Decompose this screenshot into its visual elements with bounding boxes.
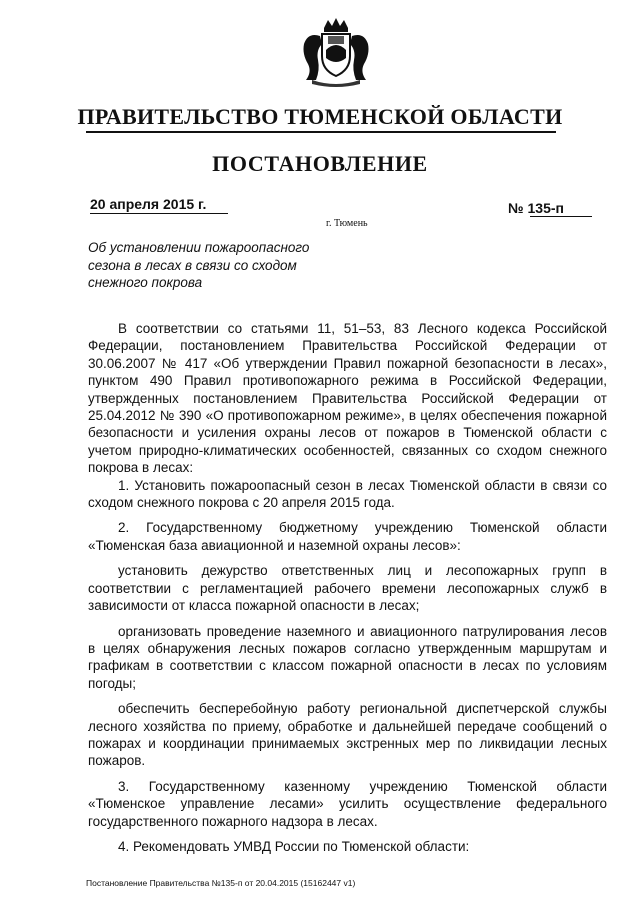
clause-4: 4. Рекомендовать УМВД России по Тюменской области: (118, 838, 470, 854)
document-number: № 135-п (508, 200, 564, 216)
header-divider (86, 131, 556, 133)
number-underline (530, 216, 592, 217)
clause-2-item-1: установить дежурство ответственных лиц и лесопожарных групп в соответствии с регламентацией рабочего времени лесопожарных служб в зависимости от класса пожарной опасности в лесах; (88, 563, 607, 614)
organization-title: ПРАВИТЕЛЬСТВО ТЮМЕНСКОЙ ОБЛАСТИ (77, 104, 563, 129)
clause-1: 1. Установить пожароопасный сезон в лесах Тюменской области в связи со сходом снежного покрова с 20 апреля 2015 года. (88, 477, 607, 511)
document-date: 20 апреля 2015 г. (90, 196, 207, 212)
clause-2-item-3: обеспечить бесперебойную работу региональной диспетчерской службы лесного хозяйства по приему, обработке и дальнейшей передаче сообщений о пожарах и координации принимаемых экстренных мер по ликвидации лесных пожаров. (88, 701, 607, 769)
tyumen-coat-of-arms-icon (294, 14, 378, 88)
clause-2-item-2: организовать проведение наземного и авиационного патрулирования лесов в целях обнаружения лесных пожаров согласно утвержденным маршрутам и графикам в соответствии с классом пожарной опасности в лесах по условиям погоды; (88, 623, 607, 691)
clause-3: 3. Государственному казенному учреждению Тюменской области «Тюменское управление лесами» усилить осуществление федерального государственного пожарного надзора в лесах. (88, 778, 607, 829)
document-subject: Об установлении пожароопасного сезона в лесах в связи со сходом снежного покрова (88, 240, 310, 290)
document-type-title: ПОСТАНОВЛЕНИЕ (212, 151, 428, 176)
preamble-paragraph: В соответствии со статьями 11, 51–53, 83 Лесного кодекса Российской Федерации, постановлением Правительства Российской Федерации от 30.06.2007 № 417 «Об утверждении Правил пожарной безопасности в лесах», пунктом 490 Правил противопожарного режима в Российской Федерации, утвержденных постановлением Правительства Российской Федерации от 25.04.2012 № 390 «О противопожарном режиме», в целях обеспечения пожарной безопасности и усиления охраны лесов от пожаров в Тюменской области с учетом природно-климатических особенностей, связанных со сходом снежного покрова в лесах: (88, 321, 607, 476)
date-underline (90, 213, 228, 214)
document-body (88, 320, 607, 863)
document-city: г. Тюмень (326, 218, 368, 229)
document-footer: Постановление Правительства №135-п от 20.04.2015 (15162447 v1) (86, 878, 356, 888)
clause-2: 2. Государственному бюджетному учреждению Тюменской области «Тюменская база авиационной и наземной охраны лесов»: (88, 520, 607, 553)
